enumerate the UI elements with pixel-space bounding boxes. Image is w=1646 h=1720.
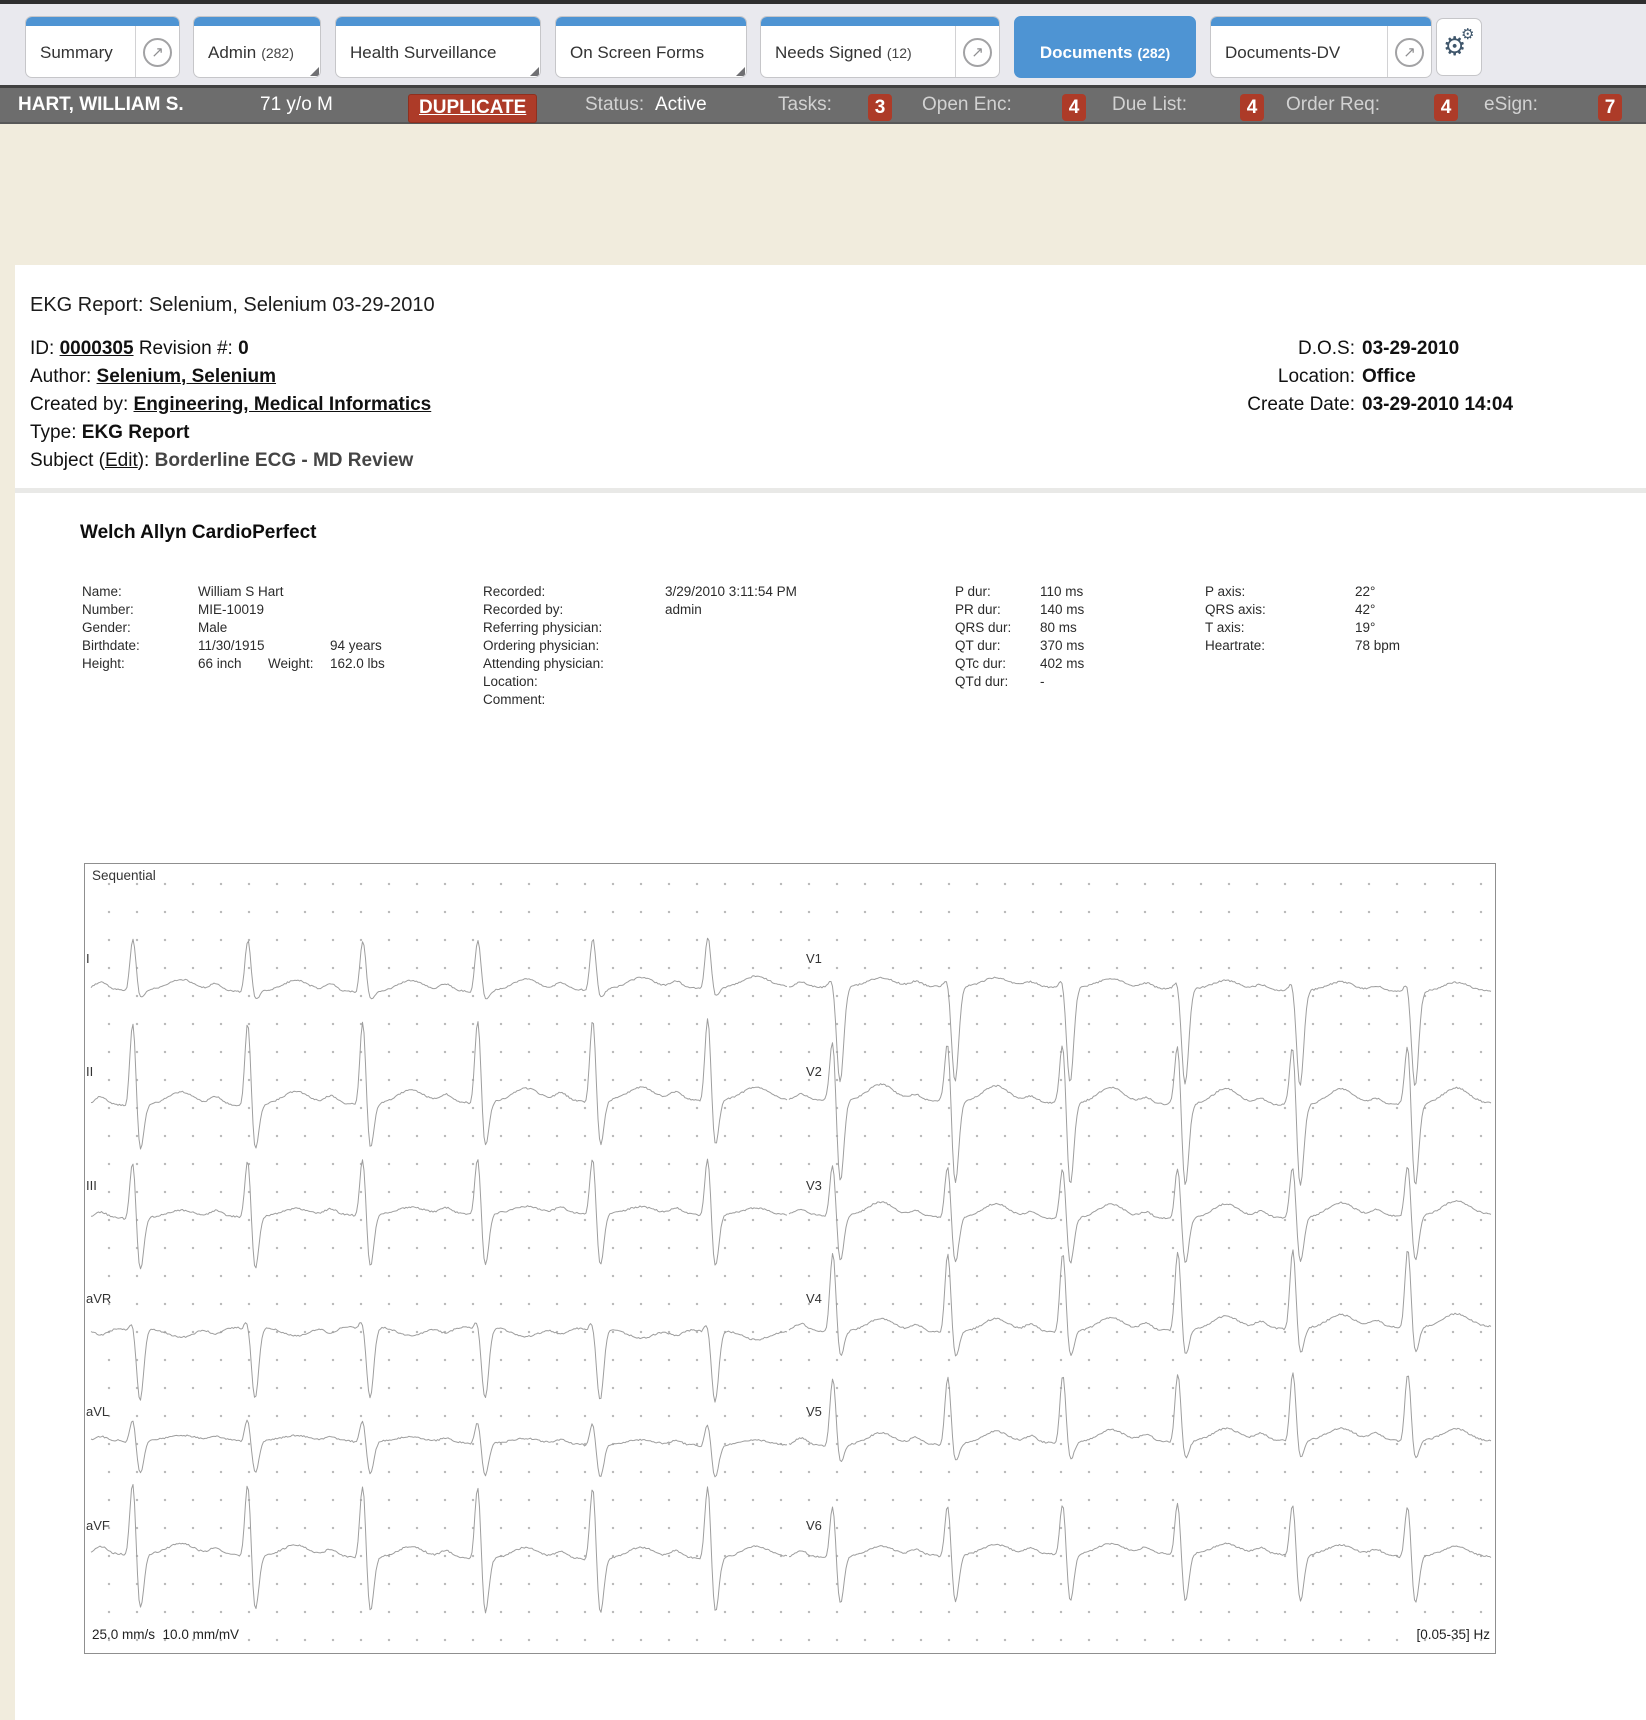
lead-label-aVR: aVR xyxy=(86,1291,112,1306)
document-title: EKG Report: Selenium, Selenium 03-29-2010 xyxy=(30,294,435,316)
tab-label: Summary xyxy=(40,42,113,62)
created-by-label: Created by: xyxy=(30,394,129,415)
patient-age-sex: 71 y/o M xyxy=(260,94,333,115)
qtd-dur-value: - xyxy=(1040,674,1045,689)
lead-label-V2: V2 xyxy=(806,1064,822,1079)
ecg-trace-aVF xyxy=(91,1485,787,1613)
tab-documents[interactable] xyxy=(1014,16,1196,78)
p-dur-label: P dur: xyxy=(955,584,991,599)
ecg-trace-III xyxy=(91,1159,787,1269)
number-value: MIE-10019 xyxy=(198,602,265,617)
open-enc-badge[interactable]: 4 xyxy=(1062,94,1086,121)
tab-label: Health Surveillance xyxy=(350,42,497,62)
gear-icon: ⚙ xyxy=(1443,31,1467,61)
dos-row xyxy=(1165,335,1513,363)
tab-admin[interactable] xyxy=(193,16,321,78)
document-created-by-row xyxy=(30,391,431,419)
ecg-trace-V5 xyxy=(789,1373,1491,1462)
ecg-trace-aVL xyxy=(91,1420,787,1477)
open-in-new-button[interactable] xyxy=(955,26,999,78)
gender-value: Male xyxy=(198,620,228,635)
status-value: Active xyxy=(655,94,707,115)
tab-settings-button[interactable] xyxy=(1436,18,1482,76)
ecg-speed: 25.0 mm/s xyxy=(92,1627,156,1642)
location-label: Location: xyxy=(1277,366,1355,387)
content-margin-left xyxy=(0,265,15,1720)
referring-physician-label: Referring physician: xyxy=(483,620,603,635)
author-link[interactable]: Selenium, Selenium xyxy=(96,366,277,387)
tab-accent-bar xyxy=(1015,17,1195,26)
lead-label-aVF: aVF xyxy=(86,1518,110,1533)
tab-accent-bar xyxy=(194,17,320,26)
status-label: Status: xyxy=(585,94,645,115)
pr-dur-label: PR dur: xyxy=(955,602,1001,617)
create-date-label: Create Date: xyxy=(1247,394,1355,415)
document-header-card xyxy=(15,265,1646,488)
qrs-dur-value: 80 ms xyxy=(1040,620,1077,635)
heartrate-value: 78 bpm xyxy=(1355,638,1401,653)
qrs-axis-label: QRS axis: xyxy=(1205,602,1266,617)
tab-summary[interactable] xyxy=(25,16,180,78)
tab-on-screen-forms[interactable] xyxy=(555,16,747,78)
type-label: Type: xyxy=(30,422,77,443)
p-dur-value: 110 ms xyxy=(1040,584,1084,599)
ecg-waveforms xyxy=(85,864,1497,1655)
subject-label-suffix: ): xyxy=(137,450,150,471)
tab-needs-signed[interactable] xyxy=(760,16,1000,78)
lead-label-V5: V5 xyxy=(806,1404,822,1419)
open-in-new-button[interactable] xyxy=(135,26,179,78)
ecg-trace-aVR xyxy=(91,1323,787,1403)
recorded-by-value: admin xyxy=(665,602,702,617)
esign-badge[interactable]: 7 xyxy=(1598,94,1622,121)
qrs-axis-value: 42° xyxy=(1355,602,1376,617)
open-in-new-icon: ↗ xyxy=(1395,38,1424,67)
tab-accent-bar xyxy=(336,17,540,26)
order-req-badge[interactable]: 4 xyxy=(1434,94,1458,121)
tab-label: Needs Signed xyxy=(775,42,882,62)
attending-physician-label: Attending physician: xyxy=(483,656,604,671)
recorded-label: Recorded: xyxy=(483,584,546,599)
qtc-dur-label: QTc dur: xyxy=(955,656,1007,671)
name-label: Name: xyxy=(82,584,122,599)
chart-tab-bar xyxy=(0,4,1646,85)
gear-icon: ⚙ xyxy=(1461,26,1475,43)
tasks-label: Tasks: xyxy=(778,94,832,115)
ecg-trace-I xyxy=(91,938,787,999)
tab-documents-dv[interactable] xyxy=(1210,16,1432,78)
tab-count: (282) xyxy=(261,44,294,61)
subject-value: Borderline ECG - MD Review xyxy=(154,450,414,471)
ecg-trace-V1 xyxy=(789,977,1491,1085)
id-label: ID: xyxy=(30,338,55,359)
dos-label: D.O.S: xyxy=(1297,338,1355,359)
recorded-by-label: Recorded by: xyxy=(483,602,564,617)
ekg-vendor-title: Welch Allyn CardioPerfect xyxy=(80,522,317,543)
document-id-row xyxy=(30,335,431,363)
tab-label: Documents-DV xyxy=(1225,42,1341,62)
open-in-new-icon: ↗ xyxy=(963,38,992,67)
tab-dropdown-fold-icon xyxy=(736,67,745,76)
qrs-dur-label: QRS dur: xyxy=(955,620,1012,635)
qtc-dur-value: 402 ms xyxy=(1040,656,1085,671)
tab-label: Documents xyxy=(1039,42,1133,62)
tab-dropdown-fold-icon xyxy=(530,67,539,76)
section-divider xyxy=(15,488,1646,493)
ekg-location-label: Location: xyxy=(483,674,538,689)
ecg-trace-V6 xyxy=(789,1503,1491,1602)
birthdate-label: Birthdate: xyxy=(82,638,140,653)
patient-name: HART, WILLIAM S. xyxy=(18,94,184,115)
document-id-link[interactable]: 0000305 xyxy=(59,338,134,359)
lead-label-II: II xyxy=(86,1064,94,1079)
subject-edit-link[interactable]: Edit xyxy=(104,450,138,471)
height-value: 66 inch xyxy=(198,656,242,671)
name-value: William S Hart xyxy=(198,584,284,599)
age-value: 94 years xyxy=(330,638,382,653)
t-axis-value: 19° xyxy=(1355,620,1376,635)
revision-label: Revision #: xyxy=(138,338,233,359)
document-meta-right xyxy=(1165,335,1513,419)
ecg-calibration xyxy=(92,1627,239,1642)
lead-label-V4: V4 xyxy=(806,1291,822,1306)
order-req-label: Order Req: xyxy=(1286,94,1380,115)
comment-label: Comment: xyxy=(483,692,546,707)
lead-label-V6: V6 xyxy=(806,1518,822,1533)
qtd-dur-label: QTd dur: xyxy=(955,674,1009,689)
ecg-strip-chart xyxy=(84,863,1496,1654)
create-date-value: 03-29-2010 14:04 xyxy=(1362,394,1514,415)
document-meta-left xyxy=(30,335,431,475)
p-axis-label: P axis: xyxy=(1205,584,1246,599)
ekg-axes xyxy=(1205,583,1400,655)
location-row xyxy=(1165,363,1513,391)
lead-label-V1: V1 xyxy=(806,951,822,966)
t-axis-label: T axis: xyxy=(1205,620,1245,635)
create-date-row xyxy=(1165,391,1513,419)
location-value: Office xyxy=(1362,366,1416,387)
tab-health-surveillance[interactable] xyxy=(335,16,541,78)
tab-accent-bar xyxy=(1211,17,1431,26)
weight-label: Weight: xyxy=(268,656,314,671)
heartrate-label: Heartrate: xyxy=(1205,638,1266,653)
lead-label-III: III xyxy=(86,1178,97,1193)
height-label: Height: xyxy=(82,656,125,671)
lead-label-aVL: aVL xyxy=(86,1404,110,1419)
ecg-gain: 10.0 mm/mV xyxy=(162,1627,240,1642)
tasks-badge[interactable]: 3 xyxy=(868,94,892,121)
number-label: Number: xyxy=(82,602,134,617)
qt-dur-value: 370 ms xyxy=(1040,638,1085,653)
recorded-value: 3/29/2010 3:11:54 PM xyxy=(665,584,797,599)
birthdate-value: 11/30/1915 xyxy=(198,638,265,653)
due-list-label: Due List: xyxy=(1112,94,1187,115)
author-label: Author: xyxy=(30,366,92,387)
tab-label: On Screen Forms xyxy=(570,42,705,62)
ekg-patient-info xyxy=(82,583,385,673)
subject-label: Subject ( xyxy=(30,450,105,471)
lead-label-I: I xyxy=(86,951,90,966)
dos-value: 03-29-2010 xyxy=(1362,338,1460,359)
ekg-recording-info xyxy=(483,583,797,709)
open-enc-label: Open Enc: xyxy=(922,94,1012,115)
open-in-new-icon: ↗ xyxy=(143,38,172,67)
p-axis-value: 22° xyxy=(1355,584,1376,599)
content-margin-top xyxy=(0,124,1646,265)
tab-accent-bar xyxy=(556,17,746,26)
document-subject-row xyxy=(30,447,431,475)
document-type-row xyxy=(30,419,431,447)
esign-label: eSign: xyxy=(1484,94,1538,115)
document-author-row xyxy=(30,363,431,391)
ordering-physician-label: Ordering physician: xyxy=(483,638,600,653)
ecg-trace-V3 xyxy=(789,1166,1491,1263)
tab-dropdown-fold-icon xyxy=(310,67,319,76)
tab-accent-bar xyxy=(761,17,999,26)
ecg-filter: [0.05-35] Hz xyxy=(1416,1627,1490,1642)
pr-dur-value: 140 ms xyxy=(1040,602,1085,617)
type-value: EKG Report xyxy=(81,422,190,443)
tab-count: (12) xyxy=(886,44,912,61)
created-by-link[interactable]: Engineering, Medical Informatics xyxy=(133,394,432,415)
ecg-trace-V4 xyxy=(789,1250,1491,1356)
lead-label-V3: V3 xyxy=(806,1178,822,1193)
weight-value: 162.0 lbs xyxy=(330,656,385,671)
patient-banner xyxy=(0,85,1646,124)
tab-label: Admin xyxy=(208,42,257,62)
ecg-trace-V2 xyxy=(789,1043,1491,1186)
open-in-new-button[interactable] xyxy=(1387,26,1431,78)
tab-accent-bar xyxy=(26,17,179,26)
duplicate-flag[interactable]: DUPLICATE xyxy=(408,94,537,123)
ecg-mode-label: Sequential xyxy=(92,868,156,883)
tab-count: (282) xyxy=(1137,44,1171,61)
revision-value: 0 xyxy=(238,338,249,359)
ekg-measurements xyxy=(955,583,1084,691)
ecg-trace-II xyxy=(91,1019,787,1149)
qt-dur-label: QT dur: xyxy=(955,638,1001,653)
due-list-badge[interactable]: 4 xyxy=(1240,94,1264,121)
gender-label: Gender: xyxy=(82,620,131,635)
